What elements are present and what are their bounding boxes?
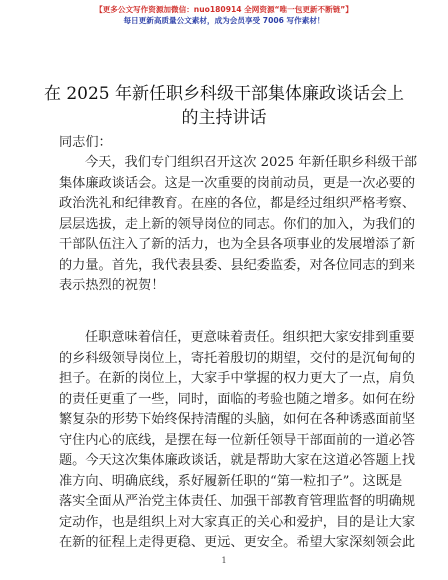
document-title-line2: 的主持讲话 xyxy=(181,108,267,128)
paragraph-line: 担子。在新的岗位上，大家手中掌握的权力更大了一点，肩负 xyxy=(59,371,416,386)
paragraph-line: 落实全面从严治党主体责任、加强干部教育管理监督的明确规 xyxy=(59,494,416,509)
paragraph-line: 守住内心的底线，是摆在每一位新任领导干部面前的一道必答 xyxy=(59,432,416,448)
promo-banner xyxy=(0,4,448,26)
document-title xyxy=(0,82,448,130)
paragraph-line: 定动作，也是组织上对大家真正的关心和爱护，目的是让大家 xyxy=(59,514,416,530)
paragraph-line: 的力量。首先，我代表县委、县纪委监委，对各位同志的到来 xyxy=(59,257,416,273)
promo-banner-line2: 每日更新高质量公文素材，成为会员享受 7006 写作素材！ xyxy=(123,16,325,25)
paragraph-2 xyxy=(59,328,416,554)
promo-banner-line1: 【更多公文写作资源加微信：nuo180914 全网资源“唯一包更新不断链”】 xyxy=(95,5,353,14)
paragraph-line: 干部队伍注入了新的活力，也为全县各项事业的发展增添了新 xyxy=(59,237,416,252)
paragraph-1 xyxy=(59,153,418,297)
paragraph-line: 的乡科级领导岗位上，寄托着殷切的期望，交付的是沉甸甸的 xyxy=(59,350,416,366)
page-number: 1 xyxy=(221,556,227,565)
paragraph-line: 题。今天这次集体廉政谈话，就是帮助大家在这道必答题上找 xyxy=(59,453,416,468)
paragraph-line: 表示热烈的祝贺！ xyxy=(59,278,165,293)
document-title-line1: 在 2025 年新任职乡科级干部集体廉政谈话会上 xyxy=(43,84,405,104)
paragraph-line: 层层选拔，走上新的领导岗位的同志。你们的加入，为我们的 xyxy=(59,216,416,232)
paragraph-line: 任职意味着信任，更意味着责任。组织把大家安排到重要 xyxy=(85,330,415,345)
paragraph-line: 准方向、明确底线，系好履新任职的“第一粒扣子”。这既是 xyxy=(59,473,403,489)
paragraph-line: 政治洗礼和纪律教育。在座的各位，都是经过组织严格考察、 xyxy=(59,196,416,211)
paragraph-line: 集体廉政谈话会。这是一次重要的岗前动员，更是一次必要的 xyxy=(59,175,416,191)
salutation: 同志们： xyxy=(59,135,112,150)
paragraph-line: 今天，我们专门组织召开这次 2025 年新任职乡科级干部 xyxy=(85,155,418,170)
paragraph-line: 的责任更重了一些，同时，面临的考验也随之增多。如何在纷 xyxy=(59,391,416,407)
paragraph-line: 在新的征程上走得更稳、更远、更安全。希望大家深刻领会此 xyxy=(59,535,416,550)
paragraph-line: 繁复杂的形势下始终保持清醒的头脑，如何在各种诱惑面前坚 xyxy=(59,412,416,427)
